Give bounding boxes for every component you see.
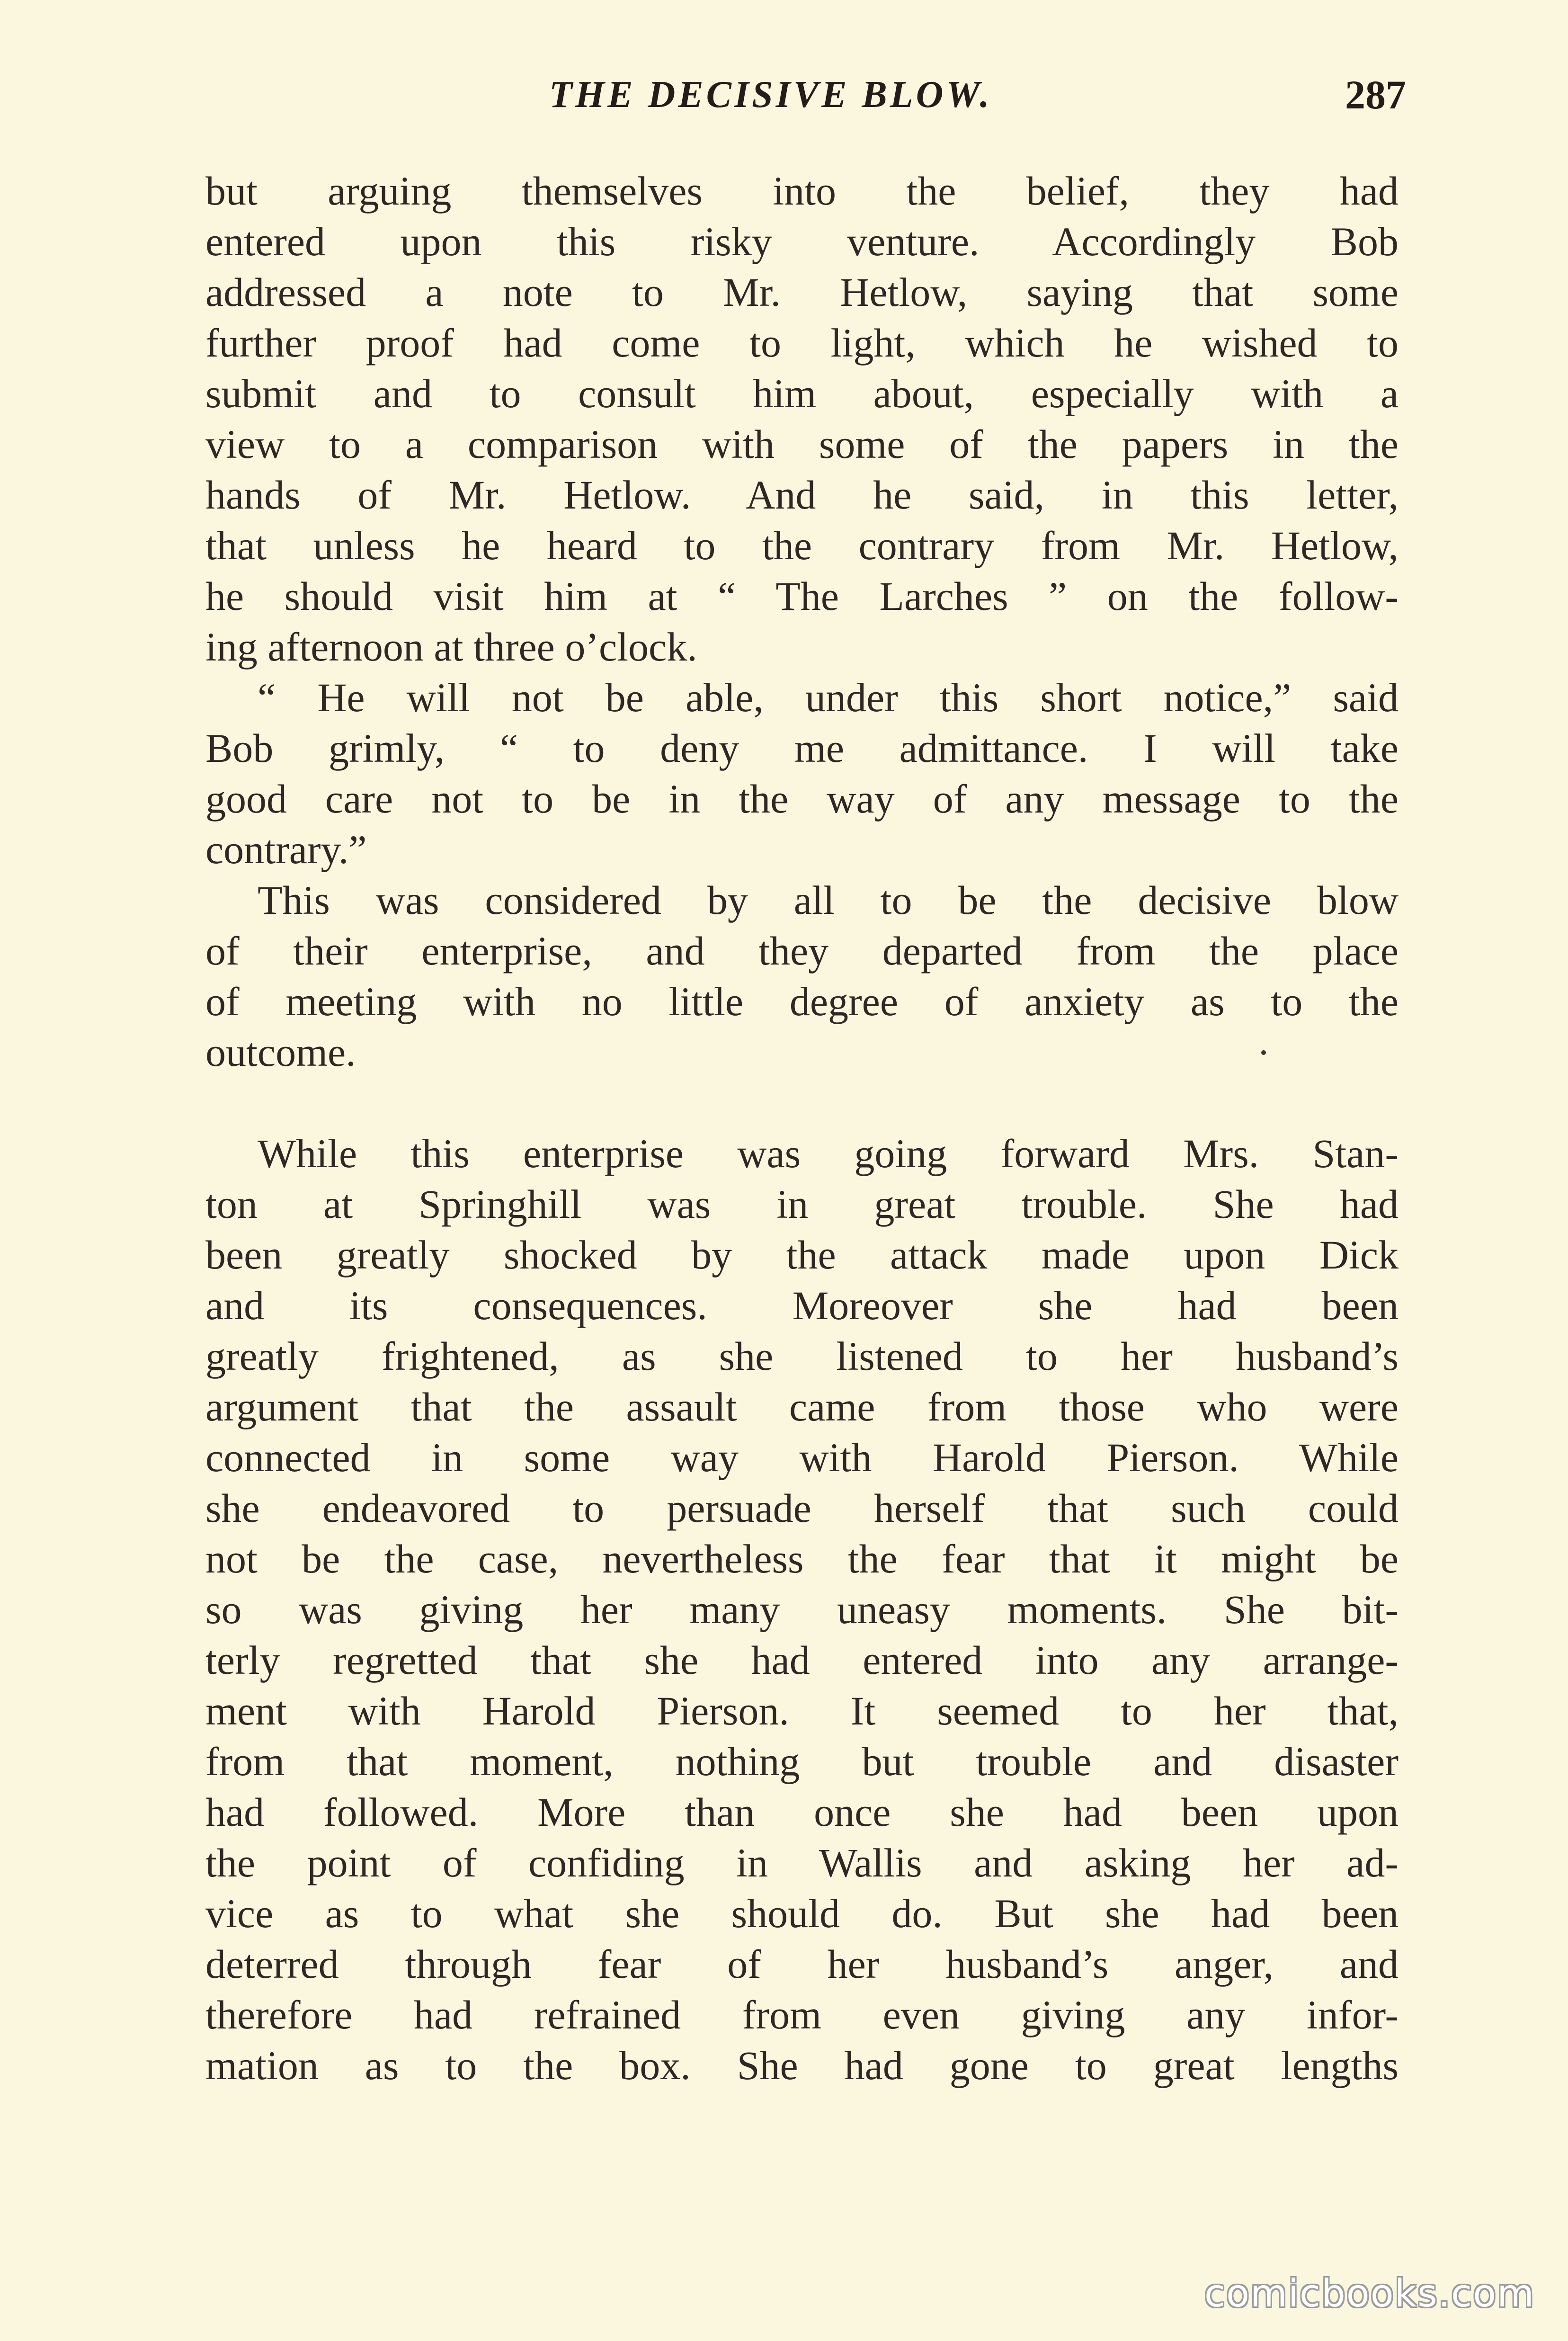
text-line: connected in some way with Harold Pierson. While: [205, 1435, 1399, 1480]
text-line: but arguing themselves into the belief, they had: [205, 168, 1399, 214]
text-line: “ He will not be able, under this short notice,” said: [258, 675, 1399, 720]
text-line: the point of confiding in Wallis and asking her ad-: [205, 1840, 1399, 1885]
text-line: so was giving her many uneasy moments. She bit-: [205, 1587, 1399, 1632]
text-line: vice as to what she should do. But she had been: [205, 1891, 1399, 1936]
text-line: mation as to the box. She had gone to great lengths: [205, 2043, 1399, 2088]
text-line: from that moment, nothing but trouble and disaster: [205, 1739, 1399, 1784]
text-line: of their enterprise, and they departed from the place: [205, 928, 1399, 974]
text-line: deterred through fear of her husband’s anger, and: [205, 1941, 1399, 1987]
text-line: outcome.: [205, 1029, 356, 1075]
text-line: further proof had come to light, which he wished to: [205, 320, 1399, 366]
text-line: argument that the assault came from those who were: [205, 1384, 1399, 1430]
text-line: and its consequences. Moreover she had been: [205, 1283, 1399, 1328]
text-line: terly regretted that she had entered into any arrange-: [205, 1637, 1399, 1683]
text-line: Bob grimly, “ to deny me admittance. I will take: [205, 725, 1399, 771]
running-title: THE DECISIVE BLOW.: [549, 74, 992, 116]
text-line: ton at Springhill was in great trouble. She had: [205, 1181, 1399, 1227]
text-line: he should visit him at “ The Larches ” on the follow-: [205, 573, 1399, 619]
text-line: good care not to be in the way of any message to the: [205, 776, 1399, 822]
text-line: greatly frightened, as she listened to her husband’s: [205, 1333, 1399, 1379]
text-line: view to a comparison with some of the papers in the: [205, 421, 1399, 467]
text-line: therefore had refrained from even giving any infor-: [205, 1992, 1399, 2037]
ink-speck: [1261, 1050, 1266, 1055]
text-line: been greatly shocked by the attack made upon Dick: [205, 1232, 1399, 1278]
text-line: submit and to consult him about, especially with a: [205, 371, 1399, 416]
text-line: While this enterprise was going forward Mrs. Stan-: [258, 1131, 1399, 1176]
text-line: of meeting with no little degree of anxiety as to the: [205, 979, 1399, 1024]
text-line: ing afternoon at three o’clock.: [205, 624, 697, 670]
text-line: addressed a note to Mr. Hetlow, saying that some: [205, 269, 1399, 315]
text-line: entered upon this risky venture. Accordingly Bob: [205, 219, 1399, 264]
text-line: not be the case, nevertheless the fear that it might be: [205, 1536, 1399, 1582]
text-line: ment with Harold Pierson. It seemed to her that,: [205, 1688, 1399, 1733]
page-number: 287: [1345, 72, 1406, 117]
paragraph-gap: [205, 1078, 1399, 1128]
body-text: [205, 166, 1399, 2091]
text-line: contrary.”: [205, 827, 367, 872]
text-line: she endeavored to persuade herself that such could: [205, 1485, 1399, 1531]
text-line: hands of Mr. Hetlow. And he said, in this letter,: [205, 472, 1399, 518]
watermark: comicbooks.com: [1204, 2271, 1535, 2315]
text-line: that unless he heard to the contrary from Mr. Hetlow,: [205, 523, 1399, 568]
text-line: had followed. More than once she had been upon: [205, 1789, 1399, 1835]
page-header: [526, 66, 1406, 123]
text-line: This was considered by all to be the decisive blow: [258, 877, 1399, 923]
